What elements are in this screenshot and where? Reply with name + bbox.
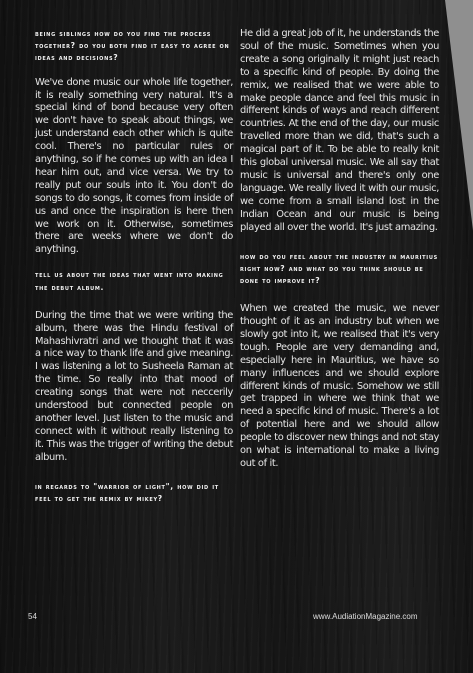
website-link[interactable]: www.AudiationMagazine.com [313, 612, 418, 621]
answer-warrior-of-light-remix: He did a great job of it, he understands the soul of the music. Sometimes when you create a song originally it might just reach to a specific kind of people. By doing the remix, we realised that we were able to make people dance and feel this music in different kinds of ways and reach different countries. At the end of the day, our music travelled more than we did, that's such a magical part of it. To be able to really knit this global universal music. We all say that music is universal and there's only one language. We really lived it with our music, we come from a small island lost in the Indian Ocean and our music is being played all over the world. It's just amazing. [240, 28, 439, 233]
answer-siblings-process: We've done music our whole life together, it is really something very natural. It's a special kind of bond because very often we don't have to speak about things, we just understand each other which is quite cool. There's no particular rules or anything, so if he comes up with an idea I hear him out, and vice versa. We try to really put our souls into it. You don't do songs to do songs, it comes from inside of us and once the inspiration is here then we work on it. Otherwise, sometimes there are weeks where we don't do anything. [35, 76, 233, 256]
right-column [240, 28, 439, 471]
corner-accent-stripe [445, 0, 473, 280]
question-warrior-of-light-remix: in regards to "warrior of light", how did it feel to get the remix by mikey? [35, 481, 219, 503]
answer-debut-album-ideas: During the time that we were writing the album, there was the Hindu festival of Mahashivratri and we thought that it was a nice way to thank life and give meaning. I was listening a lot to Susheela Raman at the time. So really into that mood of creating songs that were not neccerily understood but connected people on another level. Just listen to the music and connect with it without really listening to it. This was the trigger of writing the debut album. [35, 309, 233, 463]
question-debut-album-ideas: tell us about the ideas that went into making the debut album. [35, 270, 224, 292]
question-siblings-process: being siblings how do you find the process together? do you both find it easy to agree on ideas and decisions? [35, 29, 230, 63]
question-mauritius-industry: how do you feel about the industry in mauritius right now? and what do you think should be done to improve it? [240, 251, 438, 285]
left-column [35, 28, 233, 505]
answer-mauritius-industry: When we created the music, we never thought of it as an industry but when we slowly got into it, we realised that it's very tough. People are very demanding and, especially here in Mauritius, we have so many influences and we should explore different kinds of music. Somehow we still get trapped in where we think that we need a specific kind of music. There's a lot of potential here and we should allow people to discover new things and not stay on what is international to make a living out of it. [240, 303, 439, 469]
page-number: 54 [28, 612, 37, 621]
